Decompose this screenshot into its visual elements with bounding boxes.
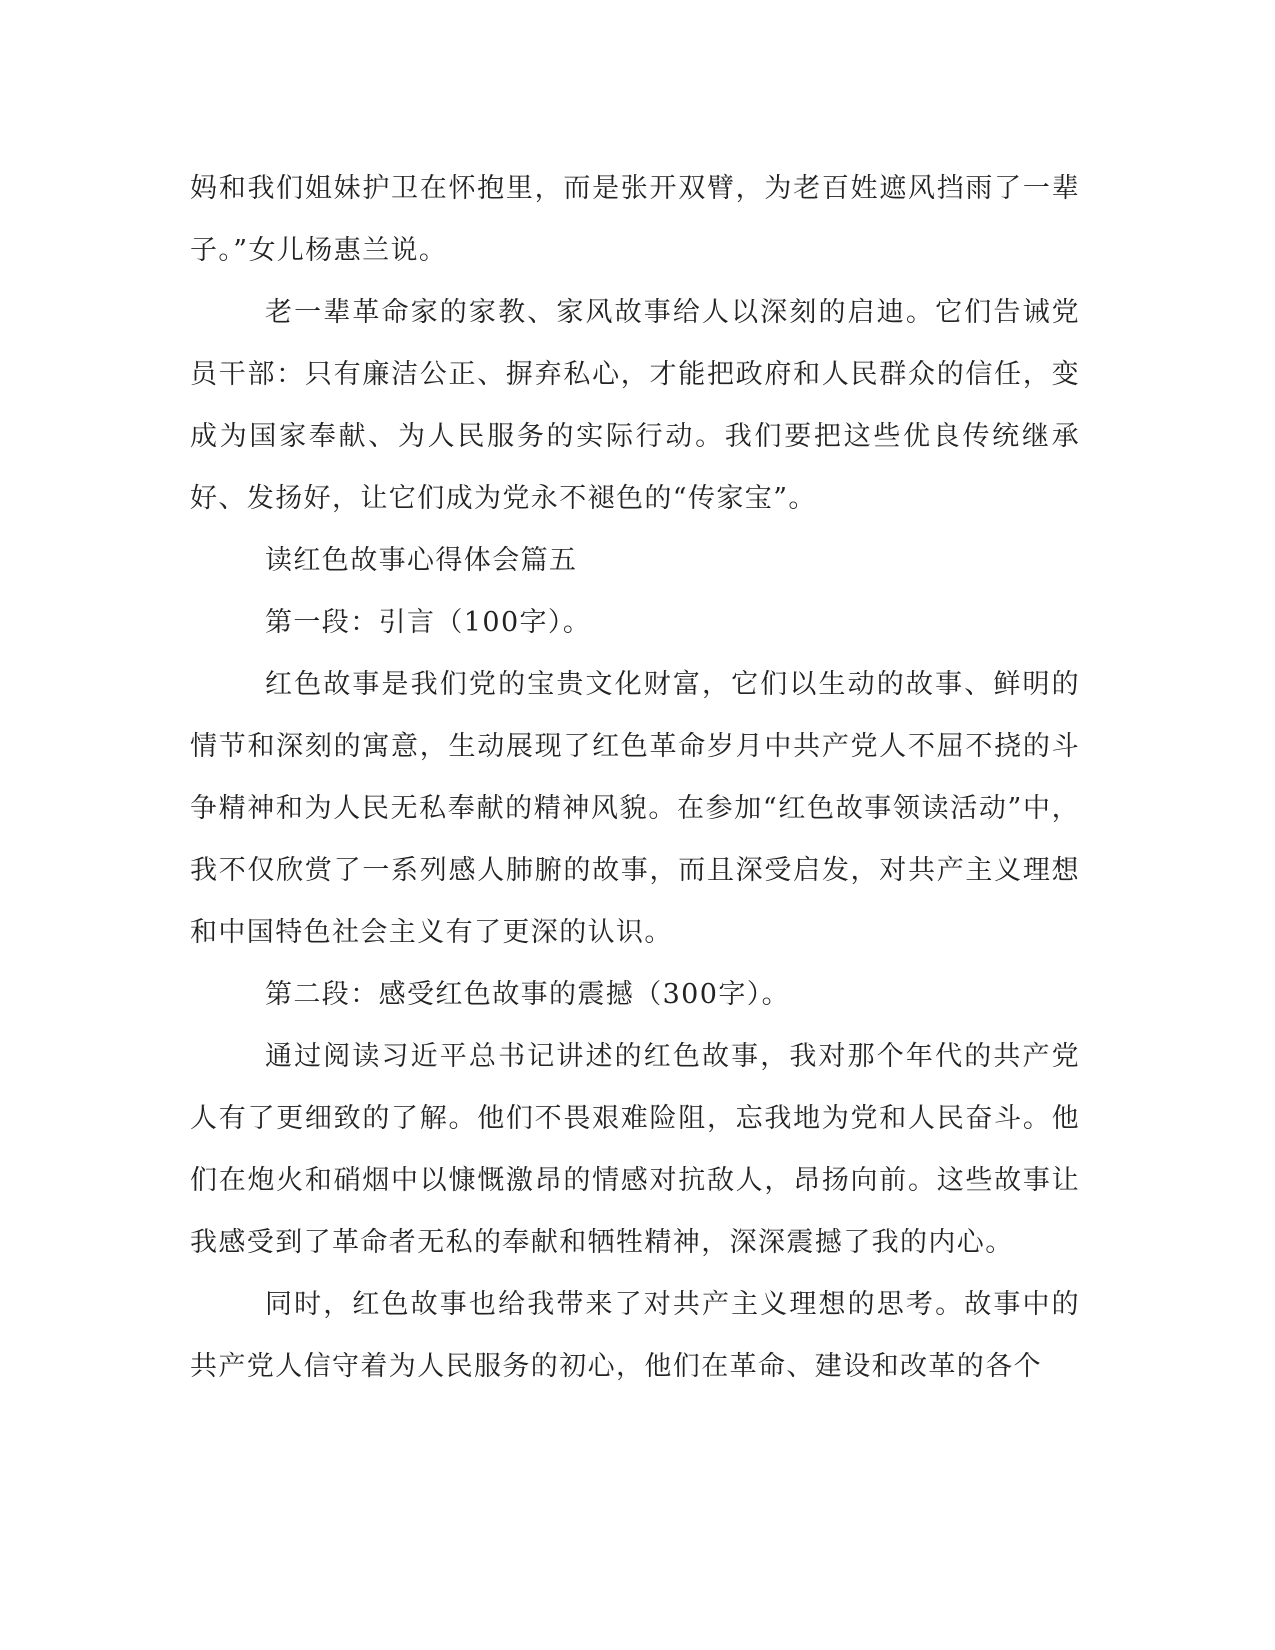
section-heading-1: 第一段：引言（100字）。 [265,607,592,638]
paragraph-family-tradition: 老一辈革命家的家教、家风故事给人以深刻的启迪。它们告诫党员干部：只有廉洁公正、摒弃私心，才能把政府和人民群众的信任，变成为国家奉献、为人民服务的实际行动。我们要把这些优良传统继承好、发扬好，让它们成为党永不褪色的“传家宝”。 [190,297,1080,514]
section-title: 读红色故事心得体会篇五 [265,545,578,576]
paragraph-reflection: 同时，红色故事也给我带来了对共产主义理想的思考。故事中的共产党人信守着为人民服务的初心，他们在革命、建设和改革的各个 [190,1289,1080,1382]
paragraph-impression: 通过阅读习近平总书记讲述的红色故事，我对那个年代的共产党人有了更细致的了解。他们不畏艰难险阻，忘我地为党和人民奋斗。他们在炮火和硝烟中以慷慨激昂的情感对抗敌人，昂扬向前。这些故事让我感受到了革命者无私的奉献和牺牲精神，深深震撼了我的内心。 [190,1041,1080,1258]
document-body [190,158,1080,1398]
paragraph-continuation: 妈和我们姐妹护卫在怀抱里，而是张开双臂，为老百姓遮风挡雨了一辈子。”女儿杨惠兰说。 [190,173,1080,266]
section-heading-2: 第二段：感受红色故事的震撼（300字）。 [265,979,791,1010]
paragraph-introduction: 红色故事是我们党的宝贵文化财富，它们以生动的故事、鲜明的情节和深刻的寓意，生动展现了红色革命岁月中共产党人不屈不挠的斗争精神和为人民无私奉献的精神风貌。在参加“红色故事领读活动”中，我不仅欣赏了一系列感人肺腑的故事，而且深受启发，对共产主义理想和中国特色社会主义有了更深的认识。 [190,669,1080,948]
